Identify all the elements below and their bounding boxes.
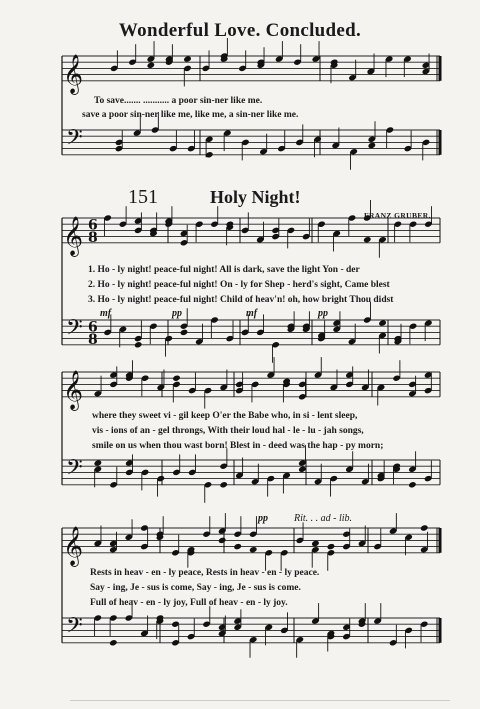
verse-2-line: 2. Ho - ly night! peace-ful night! On - ly for Shep - herd's sight, Came blest [88,280,390,290]
time-signature: 8 [88,229,98,246]
dynamic-marking: pp [318,308,328,319]
note-head [134,341,143,348]
note-head [109,639,118,646]
verse-1-line: Rests in heav - en - ly peace, Rests in heav - en - ly peace. [90,568,320,578]
verse-1-line: 1. Ho - ly night! peace-ful night! All is dark, save the light Yon - der [88,265,360,275]
hymn-title: Holy Night! [210,187,301,207]
note-head [363,236,372,243]
note-head [408,481,417,488]
verse-3-line: 3. Ho - ly night! peace-ful night! Child of heav'n! oh, how bright Thou didst [88,295,394,305]
composer-credit: FRANZ GRUBER. [364,211,431,220]
note-head [368,142,377,149]
note-head [183,55,192,62]
dynamic-marking: pp [172,308,182,319]
page-edge-line [70,700,450,701]
lyric-line: save a poor sin-ner like me, like me, a sin-ner like me. [82,110,299,120]
note-head [420,524,429,531]
note-head [327,543,336,550]
page-title: Wonderful Love. Concluded. [118,20,362,41]
verse-2-line: Say - ing, Je - sus is come, Say - ing, Je - sus is come. [90,583,301,593]
note-head [218,537,227,544]
verse-3-line: Full of heav - en - ly joy, Full of heav - en - ly joy. [90,598,288,608]
verse-3-line: smile on us when thou wast born! Blest in - deed was the hap - py morn; [92,441,384,451]
verse-1-line: where they sweet vi - gil keep O'er the Babe who, in si - lent sleep, [92,411,358,421]
note-head [249,546,258,553]
time-signature: 6 [88,319,98,336]
treble-clef-icon: 𝄞 [63,525,84,566]
note-head [233,543,242,550]
hymn-number: 151 [128,186,158,208]
dynamic-marking: pp [258,513,268,524]
note-head [147,62,156,69]
note-head [311,540,320,547]
note-head [94,459,103,466]
treble-clef-icon: 𝄞 [63,215,84,256]
treble-clef-icon: 𝄞 [63,369,84,410]
verse-2-line: vis - ions of an - gel throngs, With their loud hal - le - lu - jah songs, [92,426,364,436]
bass-clef-icon: 𝄢 [66,613,83,644]
bass-clef-icon: 𝄢 [66,455,83,486]
ritardando-marking: Rit. . . ad - lib. [294,513,353,524]
bass-clef-icon: 𝄢 [66,125,83,156]
note-head [180,329,189,336]
note-head [172,375,181,382]
bass-clef-icon: 𝄢 [66,315,83,346]
note-head [219,481,228,488]
treble-clef-icon: 𝄞 [63,53,84,94]
lyric-line: To save....... ........... a poor sin-ner like me. [94,96,263,106]
time-signature: 6 [88,217,98,234]
note-head [298,466,307,473]
dynamic-marking: mf [100,308,112,319]
note-head [378,319,387,326]
dynamic-marking: mf [246,308,258,319]
time-signature: 8 [88,331,98,348]
